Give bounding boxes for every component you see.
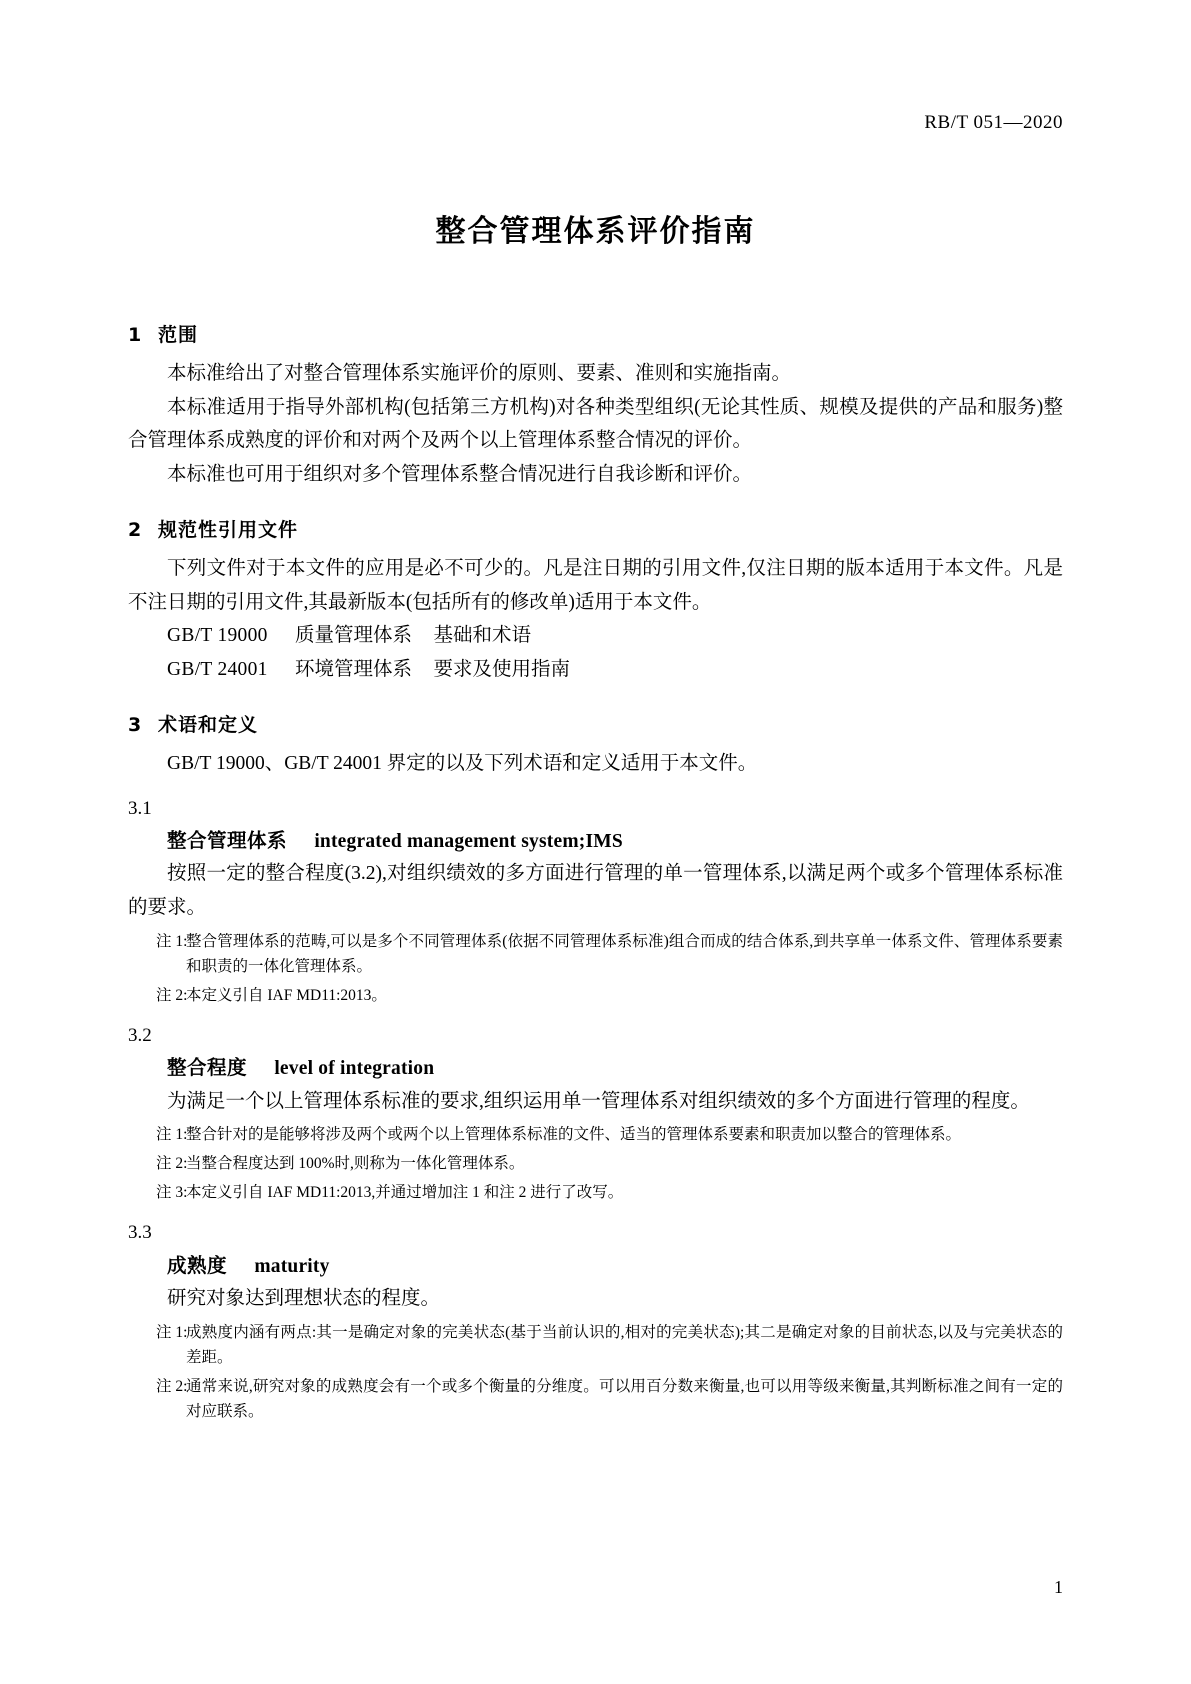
reference-subtitle: 基础和术语	[433, 625, 531, 647]
term-note	[128, 1180, 1063, 1205]
note-label: 注 1:	[156, 1323, 188, 1341]
section-number-1: 1	[128, 324, 143, 346]
note-text: 整合管理体系的范畴,可以是多个不同管理体系(依据不同管理体系标准)组合而成的结合体系,到共享单一体系文件、管理体系要素和职责的一体化管理体系。	[186, 932, 1063, 975]
term-name-en: maturity	[254, 1255, 330, 1277]
term-name-en: level of integration	[274, 1058, 435, 1080]
reference-code: GB/T 19000	[167, 625, 268, 647]
note-label: 注 1:	[156, 1126, 188, 1144]
note-text: 本定义引自 IAF MD11:2013,并通过增加注 1 和注 2 进行了改写。	[186, 1184, 624, 1202]
section-title-2: 规范性引用文件	[158, 519, 299, 542]
section-number-3: 3	[128, 714, 143, 737]
note-text: 当整合程度达到 100%时,则称为一体化管理体系。	[186, 1155, 525, 1173]
paragraph: 下列文件对于本文件的应用是必不可少的。凡是注日期的引用文件,仅注日期的版本适用于本文件。凡是不注日期的引用文件,其最新版本(包括所有的修改单)适用于本文件。	[128, 558, 1063, 613]
document-body	[128, 296, 1063, 1424]
note-text: 本定义引自 IAF MD11:2013。	[186, 986, 387, 1004]
note-text: 成熟度内涵有两点:其一是确定对象的完美状态(基于当前认识的,相对的完美状态);其二是确定对象的目前状态,以及与完美状态的差距。	[186, 1323, 1063, 1366]
reference-title: 环境管理体系	[295, 658, 413, 680]
section-number-2: 2	[128, 519, 143, 542]
term-note	[128, 1320, 1063, 1370]
term-name-cn: 成熟度	[167, 1253, 228, 1277]
term-note	[128, 929, 1063, 979]
term-note	[128, 1374, 1063, 1424]
reference-title: 质量管理体系	[295, 625, 413, 647]
paragraph: 本标准也可用于组织对多个管理体系整合情况进行自我诊断和评价。	[167, 463, 753, 485]
term-name-cn: 整合管理体系	[167, 829, 288, 853]
clause-number: 3.1	[128, 797, 152, 819]
term-definition: 为满足一个以上管理体系标准的要求,组织运用单一管理体系对组织绩效的多个方面进行管理的程度。	[167, 1090, 1030, 1112]
note-label: 注 3:	[156, 1184, 188, 1202]
note-label: 注 1:	[156, 932, 188, 950]
term-note	[128, 983, 1063, 1008]
term-definition: 按照一定的整合程度(3.2),对组织绩效的多方面进行管理的单一管理体系,以满足两个或多个管理体系标准的要求。	[128, 863, 1063, 918]
paragraph: 本标准适用于指导外部机构(包括第三方机构)对各种类型组织(无论其性质、规模及提供的产品和服务)整合管理体系成熟度的评价和对两个及两个以上管理体系整合情况的评价。	[128, 396, 1063, 452]
note-text: 通常来说,研究对象的成熟度会有一个或多个衡量的分维度。可以用百分数来衡量,也可以用等级来衡量,其判断标准之间有一定的对应联系。	[186, 1377, 1063, 1420]
section-title-3: 术语和定义	[158, 714, 259, 737]
note-label: 注 2:	[156, 986, 188, 1004]
page-header-standard-id: RB/T 051—2020	[924, 112, 1063, 133]
term-entry	[128, 825, 1063, 857]
term-name-cn: 整合程度	[167, 1056, 248, 1080]
reference-subtitle: 要求及使用指南	[433, 658, 570, 680]
normative-reference	[128, 653, 1063, 687]
section-heading-1	[128, 320, 1063, 347]
term-name-en: integrated management system;IMS	[314, 831, 623, 853]
normative-reference	[128, 619, 1063, 653]
page-title: 整合管理体系评价指南	[435, 214, 756, 249]
paragraph: 本标准给出了对整合管理体系实施评价的原则、要素、准则和实施指南。	[167, 363, 792, 384]
note-label: 注 2:	[156, 1377, 188, 1395]
note-text: 整合针对的是能够将涉及两个或两个以上管理体系标准的文件、适当的管理体系要素和职责加以整合的管理体系。	[186, 1126, 962, 1144]
page-number: 1	[1054, 1577, 1063, 1597]
clause-number: 3.2	[128, 1024, 152, 1046]
term-note	[128, 1122, 1063, 1147]
clause-number: 3.3	[128, 1222, 152, 1244]
term-entry	[128, 1250, 1063, 1282]
section-title-1: 范围	[158, 324, 199, 346]
paragraph: GB/T 19000、GB/T 24001 界定的以及下列术语和定义适用于本文件。	[167, 753, 758, 775]
section-heading-2	[128, 515, 1063, 542]
term-note	[128, 1151, 1063, 1176]
term-entry	[128, 1052, 1063, 1084]
note-label: 注 2:	[156, 1155, 188, 1173]
section-heading-3	[128, 710, 1063, 737]
reference-code: GB/T 24001	[167, 658, 268, 680]
term-definition: 研究对象达到理想状态的程度。	[167, 1288, 441, 1310]
